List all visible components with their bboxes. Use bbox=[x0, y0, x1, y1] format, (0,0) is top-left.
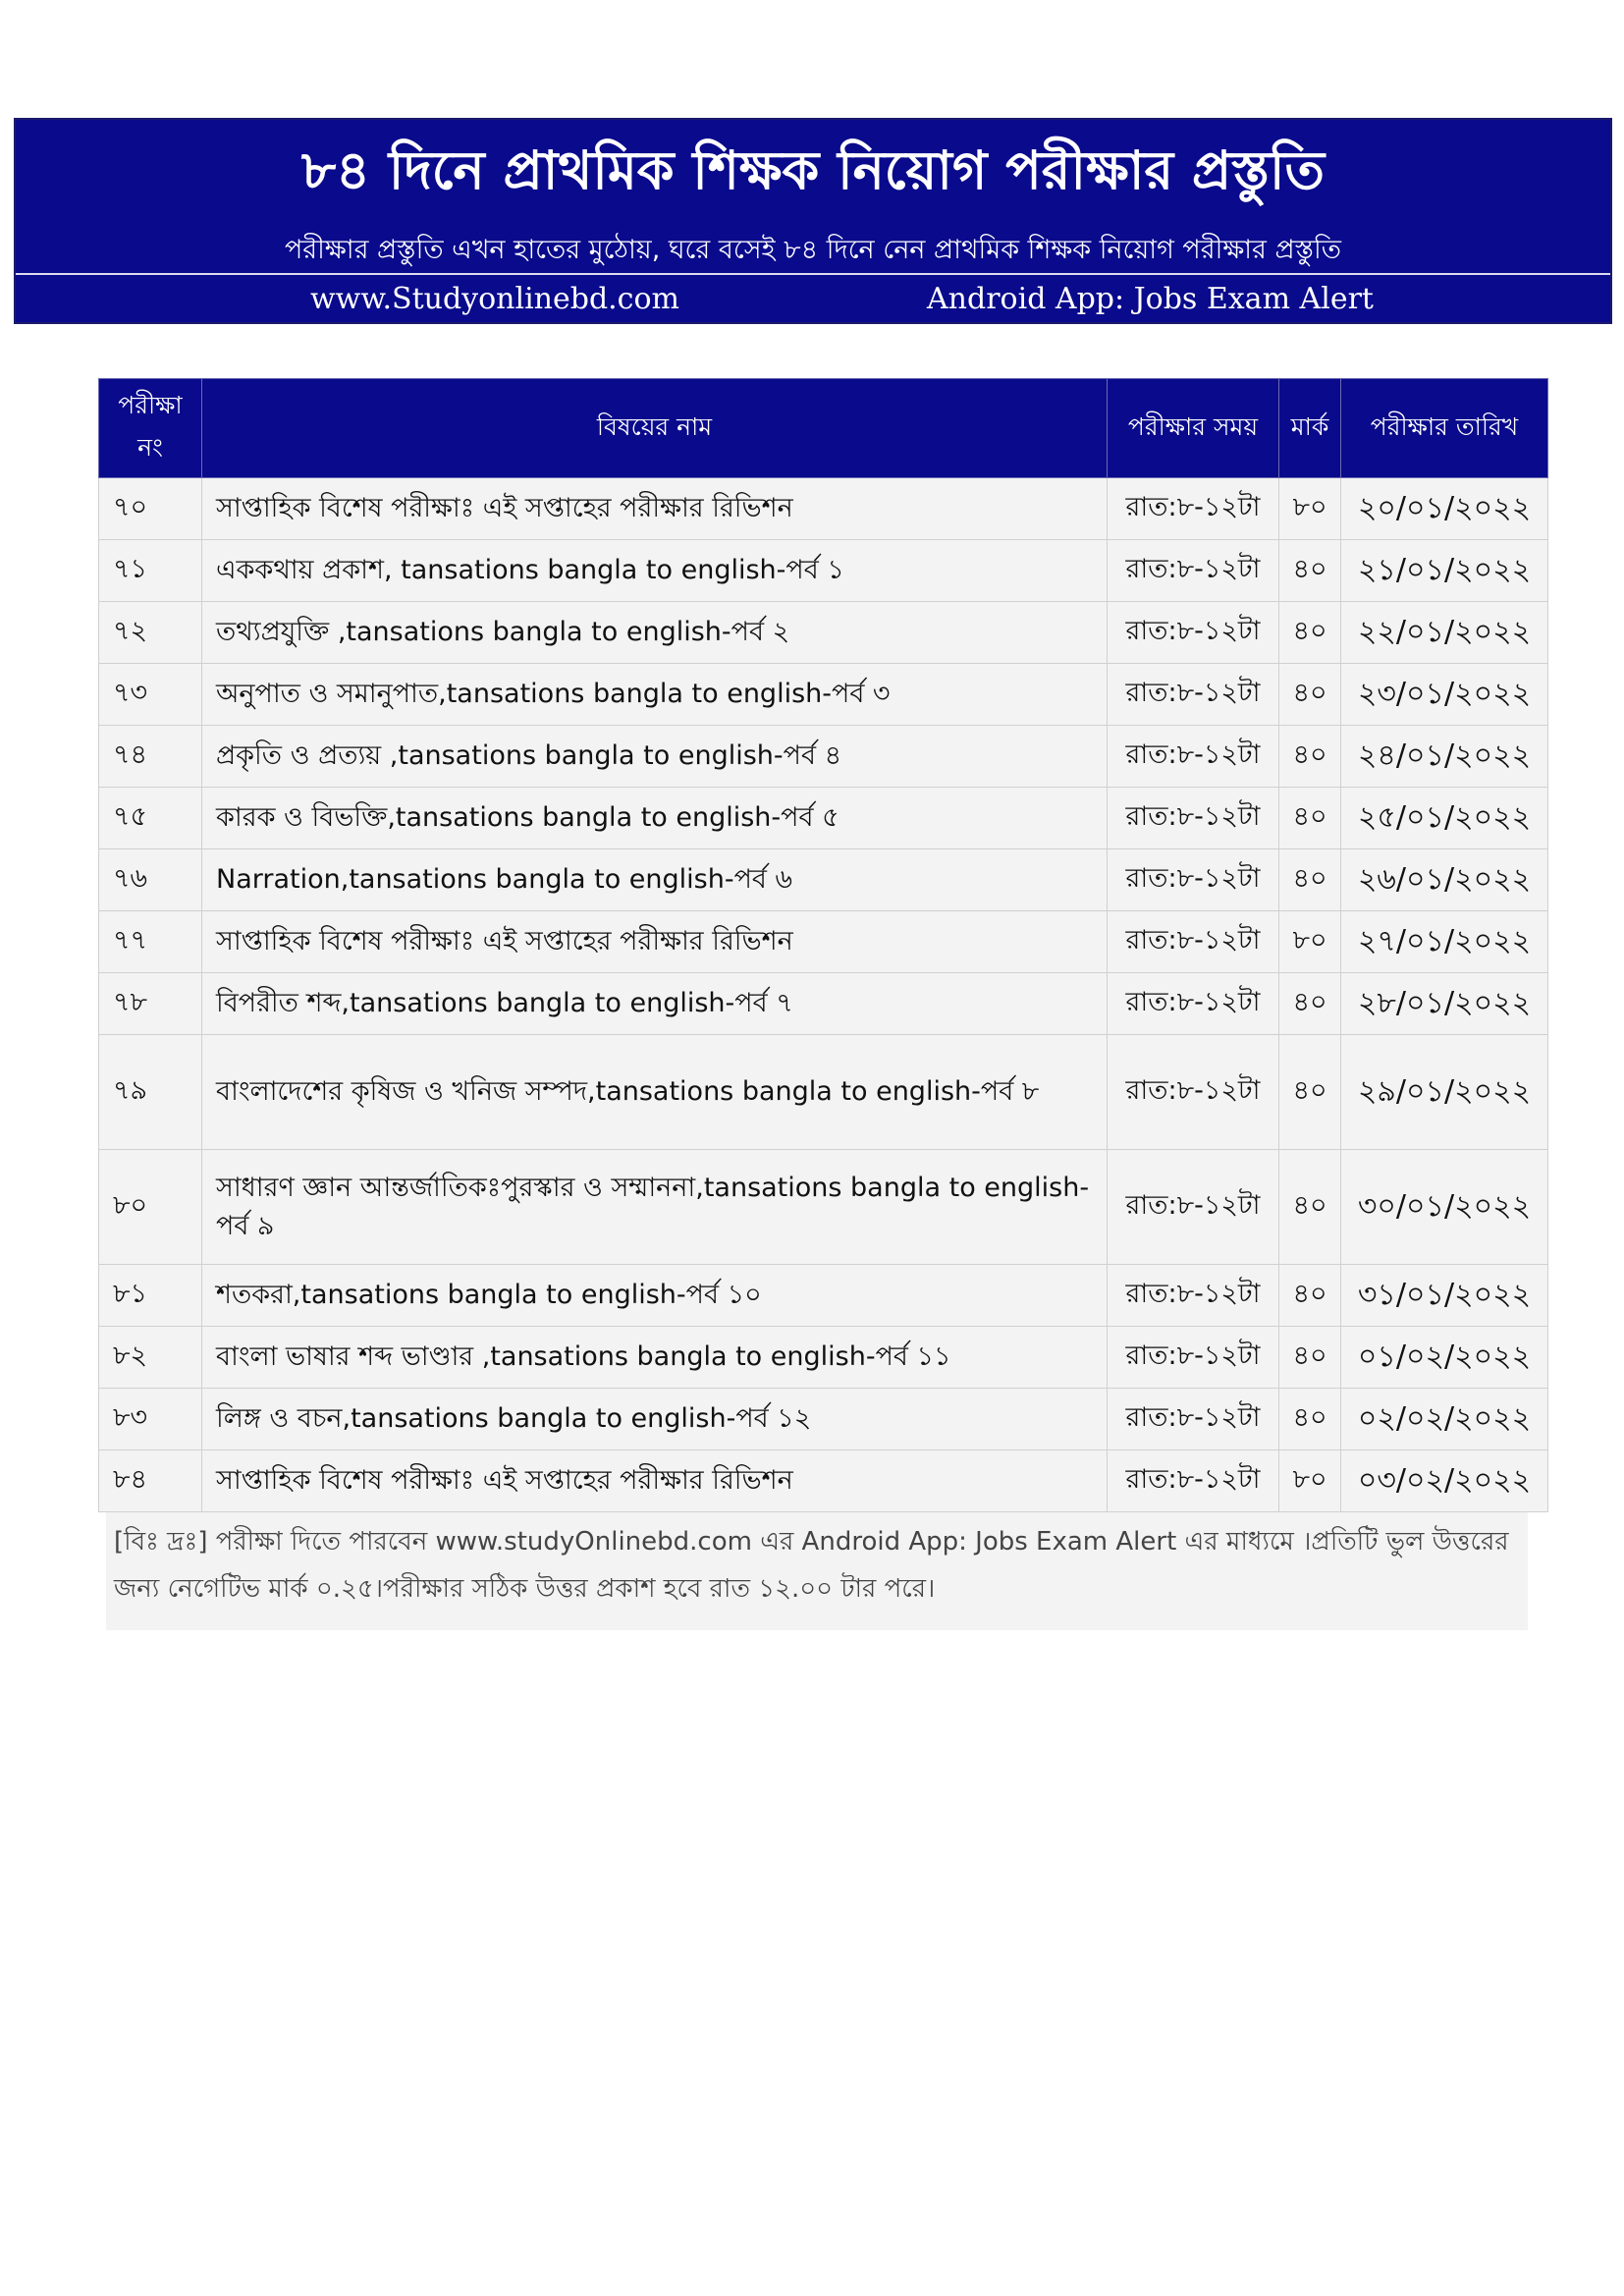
table-row bbox=[99, 1035, 1548, 1150]
cell-exam-no: ৮০ bbox=[99, 1150, 202, 1265]
cell-marks: ৪০ bbox=[1279, 788, 1341, 849]
cell-exam-no: ৭৭ bbox=[99, 911, 202, 973]
cell-subject: বাংলাদেশের কৃষিজ ও খনিজ সম্পদ,tansations bangla to english-পর্ব ৮ bbox=[202, 1035, 1108, 1150]
cell-time: রাত:৮-১২টা bbox=[1108, 664, 1279, 726]
cell-date: ০৩/০২/২০২২ bbox=[1341, 1450, 1548, 1512]
cell-exam-no: ৮২ bbox=[99, 1327, 202, 1389]
cell-exam-no: ৭৫ bbox=[99, 788, 202, 849]
cell-subject: প্রকৃতি ও প্রত্যয় ,tansations bangla to english-পর্ব ৪ bbox=[202, 726, 1108, 788]
cell-date: ০১/০২/২০২২ bbox=[1341, 1327, 1548, 1389]
cell-time: রাত:৮-১২টা bbox=[1108, 1265, 1279, 1327]
cell-time: রাত:৮-১২টা bbox=[1108, 602, 1279, 664]
header-banner bbox=[14, 118, 1612, 324]
cell-marks: ৪০ bbox=[1279, 1150, 1341, 1265]
cell-exam-no: ৭৮ bbox=[99, 973, 202, 1035]
cell-time: রাত:৮-১২টা bbox=[1108, 1035, 1279, 1150]
cell-marks: ৪০ bbox=[1279, 1389, 1341, 1450]
cell-exam-no: ৮১ bbox=[99, 1265, 202, 1327]
cell-marks: ৪০ bbox=[1279, 1327, 1341, 1389]
cell-time: রাত:৮-১২টা bbox=[1108, 1327, 1279, 1389]
table-header-row bbox=[99, 379, 1548, 478]
cell-subject: অনুপাত ও সমানুপাত,tansations bangla to english-পর্ব ৩ bbox=[202, 664, 1108, 726]
table-row bbox=[99, 849, 1548, 911]
cell-date: ২১/০১/২০২২ bbox=[1341, 540, 1548, 602]
android-app-text: Android App: Jobs Exam Alert bbox=[927, 282, 1374, 316]
cell-marks: ৪০ bbox=[1279, 540, 1341, 602]
cell-date: ০২/০২/২০২২ bbox=[1341, 1389, 1548, 1450]
cell-date: ২৫/০১/২০২২ bbox=[1341, 788, 1548, 849]
header-time: পরীক্ষার সময় bbox=[1108, 379, 1279, 478]
cell-subject: বাংলা ভাষার শব্দ ভাণ্ডার ,tansations bangla to english-পর্ব ১১ bbox=[202, 1327, 1108, 1389]
table-row bbox=[99, 1450, 1548, 1512]
cell-time: রাত:৮-১২টা bbox=[1108, 911, 1279, 973]
table-row bbox=[99, 540, 1548, 602]
cell-time: রাত:৮-১২টা bbox=[1108, 478, 1279, 540]
cell-date: ২৯/০১/২০২২ bbox=[1341, 1035, 1548, 1150]
table-row bbox=[99, 1265, 1548, 1327]
table-row bbox=[99, 788, 1548, 849]
cell-subject: সাপ্তাহিক বিশেষ পরীক্ষাঃ এই সপ্তাহের পরীক্ষার রিভিশন bbox=[202, 911, 1108, 973]
header-subject: বিষয়ের নাম bbox=[202, 379, 1108, 478]
cell-subject: তথ্যপ্রযুক্তি ,tansations bangla to english-পর্ব ২ bbox=[202, 602, 1108, 664]
cell-marks: ৮০ bbox=[1279, 478, 1341, 540]
cell-exam-no: ৭০ bbox=[99, 478, 202, 540]
exam-schedule-table bbox=[98, 378, 1548, 1512]
cell-time: রাত:৮-১২টা bbox=[1108, 1389, 1279, 1450]
cell-date: ২৬/০১/২০২২ bbox=[1341, 849, 1548, 911]
cell-marks: ৪০ bbox=[1279, 602, 1341, 664]
cell-subject: কারক ও বিভক্তি,tansations bangla to english-পর্ব ৫ bbox=[202, 788, 1108, 849]
cell-time: রাত:৮-১২টা bbox=[1108, 1450, 1279, 1512]
cell-subject: সাপ্তাহিক বিশেষ পরীক্ষাঃ এই সপ্তাহের পরীক্ষার রিভিশন bbox=[202, 1450, 1108, 1512]
table-row bbox=[99, 911, 1548, 973]
cell-marks: ৪০ bbox=[1279, 1265, 1341, 1327]
page-subtitle: পরীক্ষার প্রস্তুতি এখন হাতের মুঠোয়, ঘরে বসেই ৮৪ দিনে নেন প্রাথমিক শিক্ষক নিয়োগ পরীক্ষার প্রস্তুতি bbox=[284, 235, 1342, 265]
cell-exam-no: ৭৪ bbox=[99, 726, 202, 788]
cell-exam-no: ৭৩ bbox=[99, 664, 202, 726]
banner-divider bbox=[16, 273, 1610, 275]
cell-subject: লিঙ্গ ও বচন,tansations bangla to english-পর্ব ১২ bbox=[202, 1389, 1108, 1450]
cell-exam-no: ৮৩ bbox=[99, 1389, 202, 1450]
cell-date: ২৩/০১/২০২২ bbox=[1341, 664, 1548, 726]
table-row bbox=[99, 726, 1548, 788]
cell-subject: Narration,tansations bangla to english-পর্ব ৬ bbox=[202, 849, 1108, 911]
header-exam-no: পরীক্ষা নং bbox=[99, 379, 202, 478]
cell-time: রাত:৮-১২টা bbox=[1108, 1150, 1279, 1265]
cell-subject: সাপ্তাহিক বিশেষ পরীক্ষাঃ এই সপ্তাহের পরীক্ষার রিভিশন bbox=[202, 478, 1108, 540]
table-row bbox=[99, 602, 1548, 664]
cell-subject: শতকরা,tansations bangla to english-পর্ব ১০ bbox=[202, 1265, 1108, 1327]
page-title: ৮৪ দিনে প্রাথমিক শিক্ষক নিয়োগ পরীক্ষার প্রস্তুতি bbox=[301, 138, 1325, 201]
cell-exam-no: ৭৬ bbox=[99, 849, 202, 911]
table-row bbox=[99, 664, 1548, 726]
cell-marks: ৪০ bbox=[1279, 664, 1341, 726]
cell-date: ২০/০১/২০২২ bbox=[1341, 478, 1548, 540]
table-row bbox=[99, 478, 1548, 540]
cell-subject: বিপরীত শব্দ,tansations bangla to english-পর্ব ৭ bbox=[202, 973, 1108, 1035]
cell-time: রাত:৮-১২টা bbox=[1108, 540, 1279, 602]
cell-time: রাত:৮-১২টা bbox=[1108, 973, 1279, 1035]
table-row bbox=[99, 1150, 1548, 1265]
cell-marks: ৪০ bbox=[1279, 973, 1341, 1035]
cell-marks: ৪০ bbox=[1279, 1035, 1341, 1150]
cell-marks: ৮০ bbox=[1279, 911, 1341, 973]
cell-exam-no: ৭৯ bbox=[99, 1035, 202, 1150]
table-row bbox=[99, 1389, 1548, 1450]
cell-time: রাত:৮-১২টা bbox=[1108, 726, 1279, 788]
cell-date: ২৪/০১/২০২২ bbox=[1341, 726, 1548, 788]
cell-marks: ৪০ bbox=[1279, 849, 1341, 911]
cell-marks: ৪০ bbox=[1279, 726, 1341, 788]
cell-exam-no: ৭২ bbox=[99, 602, 202, 664]
cell-date: ৩১/০১/২০২২ bbox=[1341, 1265, 1548, 1327]
cell-date: ২২/০১/২০২২ bbox=[1341, 602, 1548, 664]
cell-subject: এককথায় প্রকাশ, tansations bangla to english-পর্ব ১ bbox=[202, 540, 1108, 602]
header-date: পরীক্ষার তারিখ bbox=[1341, 379, 1548, 478]
cell-subject: সাধারণ জ্ঞান আন্তর্জাতিকঃপুরস্কার ও সম্মাননা,tansations bangla to english-পর্ব ৯ bbox=[202, 1150, 1108, 1265]
cell-time: রাত:৮-১২টা bbox=[1108, 788, 1279, 849]
cell-date: ৩০/০১/২০২২ bbox=[1341, 1150, 1548, 1265]
cell-exam-no: ৮৪ bbox=[99, 1450, 202, 1512]
cell-exam-no: ৭১ bbox=[99, 540, 202, 602]
cell-time: রাত:৮-১২টা bbox=[1108, 849, 1279, 911]
header-marks: মার্ক bbox=[1279, 379, 1341, 478]
cell-marks: ৮০ bbox=[1279, 1450, 1341, 1512]
table-row bbox=[99, 973, 1548, 1035]
cell-date: ২৭/০১/২০২২ bbox=[1341, 911, 1548, 973]
footnote: [বিঃ দ্রঃ] পরীক্ষা দিতে পারবেন www.studyOnlinebd.com এর Android App: Jobs Exam Alert এর মাধ্যমে ।প্রতিটি ভুল উত্তরের জন্য নেগেটিভ মার্ক ০.২৫।পরীক্ষার সঠিক উত্তর প্রকাশ হবে রাত ১২.০০ টার পরে। bbox=[106, 1512, 1528, 1630]
website-text: www.Studyonlinebd.com bbox=[310, 282, 679, 316]
table-row bbox=[99, 1327, 1548, 1389]
cell-date: ২৮/০১/২০২২ bbox=[1341, 973, 1548, 1035]
